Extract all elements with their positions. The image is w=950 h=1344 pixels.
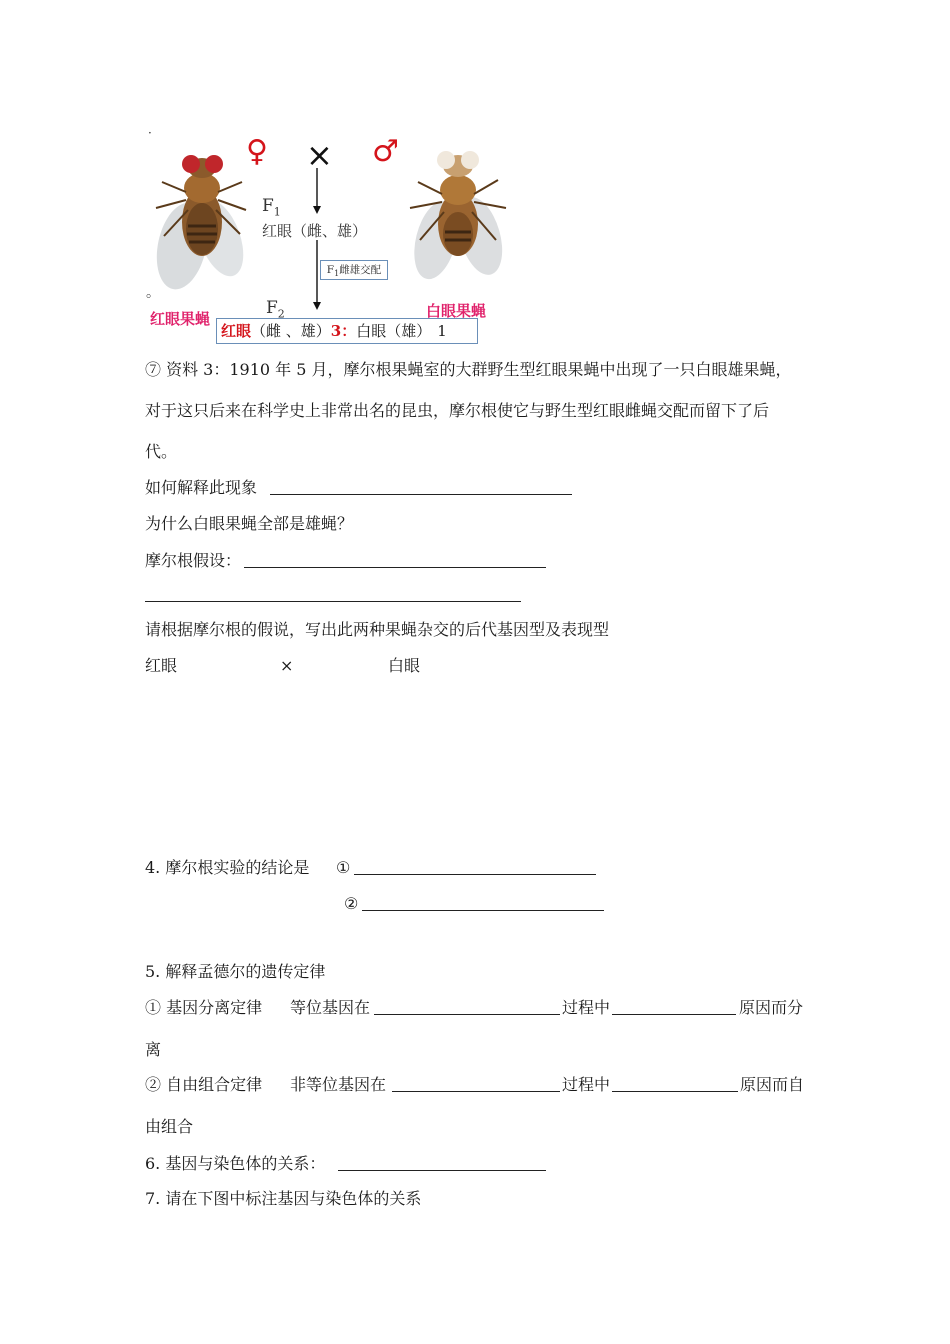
q5-law1-c: 原因而分 xyxy=(739,998,804,1017)
q5-law2: ② 自由组合定律 xyxy=(145,1075,263,1094)
male-symbol: ♂ xyxy=(372,134,399,169)
fruit-fly-cross-figure xyxy=(142,128,512,346)
q5-law1-blank-1[interactable] xyxy=(374,1014,560,1015)
q4-answer-blank-1[interactable] xyxy=(354,874,596,875)
q5-law2-end: 由组合 xyxy=(145,1117,194,1136)
material3-line1: ⑦ 资料 3：1910 年 5 月，摩尔根果蝇室的大群野生型红眼果蝇中出现了一只白眼雄果蝇， xyxy=(145,360,792,379)
q5-law1-b: 过程中 xyxy=(562,998,611,1017)
q5-law2-blank-2[interactable] xyxy=(612,1091,738,1092)
q4-circle-2: ② xyxy=(344,894,359,913)
female-symbol: ♀ xyxy=(246,134,268,169)
question-explain: 如何解释此现象 xyxy=(145,478,258,497)
question-why-male: 为什么白眼果蝇全部是雄蝇？ xyxy=(145,514,354,533)
answer-blank-hypothesis[interactable] xyxy=(244,567,546,568)
question-write-cross: 请根据摩尔根的假说，写出此两种果蝇杂交的后代基因型及表现型 xyxy=(145,620,610,639)
f2-result: 红眼（雌 、雄）3：白眼（雄） 1 xyxy=(221,322,447,340)
q4-answer-blank-2[interactable] xyxy=(362,910,604,911)
q5-law1-blank-2[interactable] xyxy=(612,1014,736,1015)
q6-answer-blank[interactable] xyxy=(338,1170,546,1171)
q5-law1: ① 基因分离定律 xyxy=(145,998,263,1017)
q6-label: 6. 基因与染色体的关系： xyxy=(145,1154,326,1173)
q7-label: 7. 请在下图中标注基因与染色体的关系 xyxy=(145,1189,422,1208)
q5-law2-c: 原因而自 xyxy=(740,1075,805,1094)
bottom-dot: 。 xyxy=(146,285,160,301)
white-eye-fly-label: 白眼果蝇 xyxy=(426,302,487,320)
q5-law1-a: 等位基因在 xyxy=(290,998,371,1017)
q5-law2-b: 过程中 xyxy=(562,1075,611,1094)
q5-law2-blank-1[interactable] xyxy=(392,1091,560,1092)
cross-right: 白眼 xyxy=(388,656,421,675)
f1-mating-box: $F_1$雌雄交配 xyxy=(320,260,388,280)
question-hypothesis: 摩尔根假设： xyxy=(145,551,242,570)
q4-label: 4. 摩尔根实验的结论是 xyxy=(145,858,310,877)
top-dot: · xyxy=(148,126,152,140)
f2-label: $F_2$ xyxy=(266,298,285,321)
q5-label: 5. 解释孟德尔的遗传定律 xyxy=(145,962,326,981)
f1-label: $F_1$ xyxy=(262,196,281,219)
f2-result-box xyxy=(216,318,478,344)
cross-left: 红眼 xyxy=(145,656,178,675)
material3-line3: 代。 xyxy=(145,442,178,461)
f1-phenotype: 红眼（雌、雄） xyxy=(262,222,368,240)
q5-law2-a: 非等位基因在 xyxy=(290,1075,387,1094)
cross-x: × xyxy=(280,656,294,675)
answer-blank-explain[interactable] xyxy=(270,494,572,495)
q4-circle-1: ① xyxy=(336,858,351,877)
answer-blank-hypothesis-2[interactable] xyxy=(145,601,521,602)
red-eye-fly-label: 红眼果蝇 xyxy=(150,310,211,328)
q5-law1-end: 离 xyxy=(145,1040,162,1059)
material3-line2: 对于这只后来在科学史上非常出名的昆虫，摩尔根使它与野生型红眼雌蝇交配而留下了后 xyxy=(145,401,770,420)
cross-symbol: × xyxy=(306,136,333,174)
